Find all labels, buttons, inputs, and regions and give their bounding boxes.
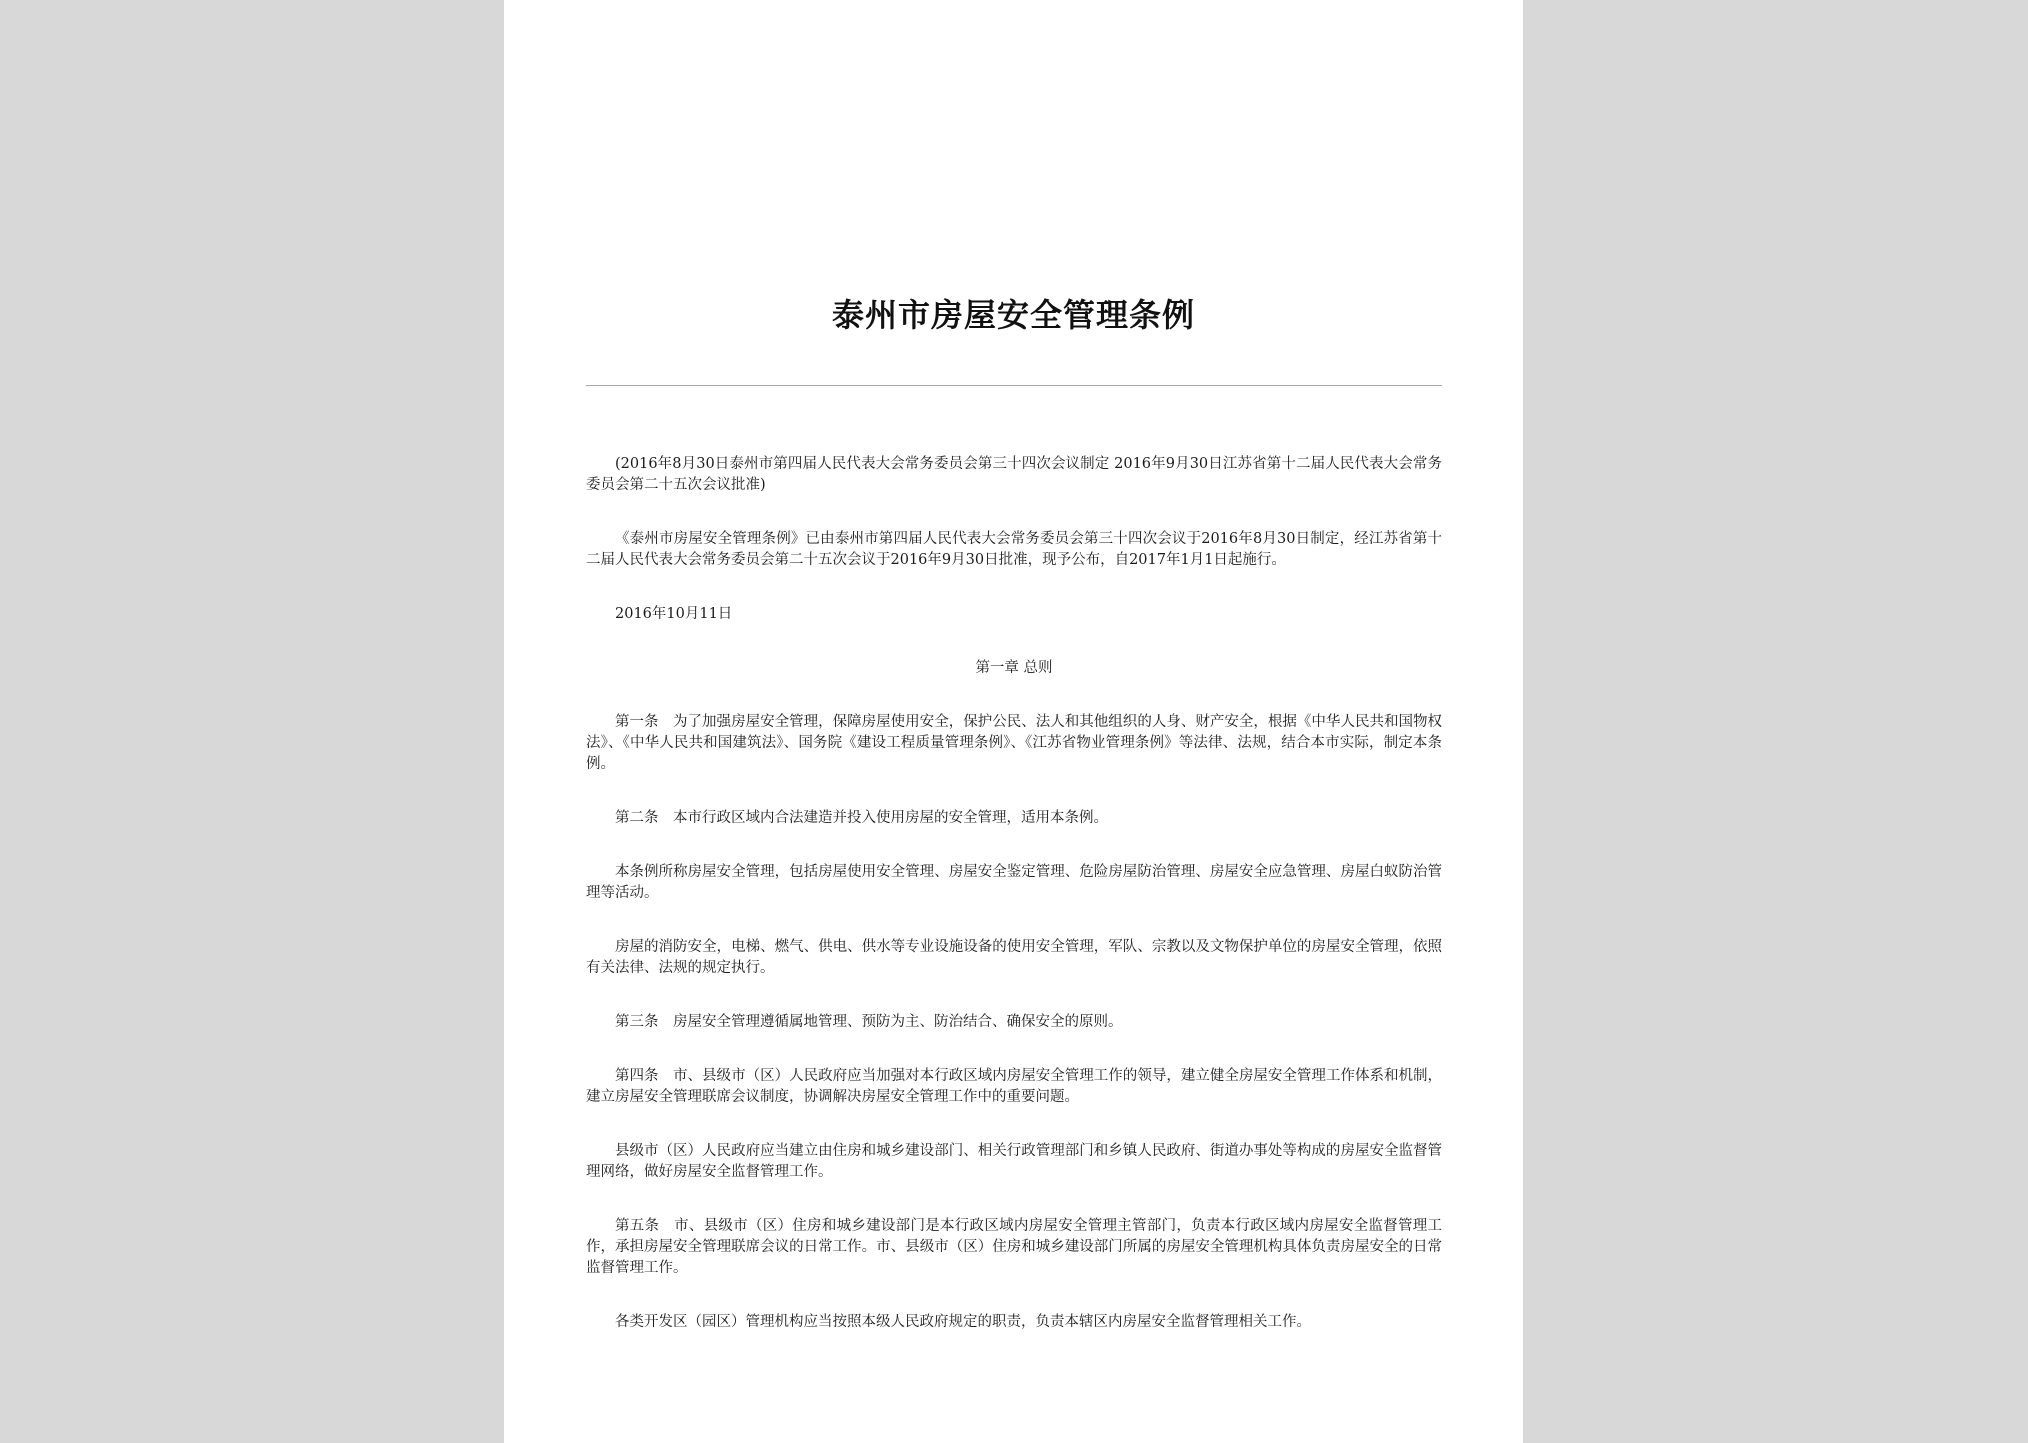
- document-page: [504, 0, 1523, 1443]
- article-paragraph: 房屋的消防安全，电梯、燃气、供电、供水等专业设施设备的使用安全管理，军队、宗教以及文物保护单位的房屋安全管理，依照有关法律、法规的规定执行。: [586, 939, 1442, 976]
- article-paragraph: 第五条 市、县级市（区）住房和城乡建设部门是本行政区域内房屋安全管理主管部门，负责本行政区域内房屋安全监督管理工作，承担房屋安全管理联席会议的日常工作。市、县级市（区）住房和城乡建设部门所属的房屋安全管理机构具体负责房屋安全的日常监督管理工作。: [586, 1218, 1442, 1276]
- preamble-paragraph: (2016年8月30日泰州市第四届人民代表大会常务委员会第三十四次会议制定 2016年9月30日江苏省第十二届人民代表大会常务委员会第二十五次会议批准): [586, 456, 1442, 493]
- article-paragraph: 第一条 为了加强房屋安全管理，保障房屋使用安全，保护公民、法人和其他组织的人身、财产安全，根据《中华人民共和国物权法》、《中华人民共和国建筑法》、国务院《建设工程质量管理条例》、《江苏省物业管理条例》等法律、法规，结合本市实际，制定本条例。: [586, 714, 1442, 772]
- article-paragraph: 各类开发区（园区）管理机构应当按照本级人民政府规定的职责，负责本辖区内房屋安全监督管理相关工作。: [615, 1314, 1311, 1330]
- article-paragraph: 第三条 房屋安全管理遵循属地管理、预防为主、防治结合、确保安全的原则。: [615, 1014, 1123, 1030]
- article-paragraph: 第二条 本市行政区域内合法建造并投入使用房屋的安全管理，适用本条例。: [615, 810, 1108, 826]
- article-paragraph: 第四条 市、县级市（区）人民政府应当加强对本行政区域内房屋安全管理工作的领导，建立健全房屋安全管理工作体系和机制，建立房屋安全管理联席会议制度，协调解决房屋安全管理工作中的重要问题。: [586, 1068, 1442, 1105]
- document-title: 泰州市房屋安全管理条例: [831, 296, 1195, 334]
- article-paragraph: 县级市（区）人民政府应当建立由住房和城乡建设部门、相关行政管理部门和乡镇人民政府、街道办事处等构成的房屋安全监督管理网络，做好房屋安全监督管理工作。: [586, 1143, 1442, 1180]
- promulgation-date: 2016年10月11日: [615, 606, 733, 622]
- chapter-heading: 第一章 总则: [975, 660, 1053, 676]
- article-paragraph: 本条例所称房屋安全管理，包括房屋使用安全管理、房屋安全鉴定管理、危险房屋防治管理、房屋安全应急管理、房屋白蚁防治管理等活动。: [586, 864, 1442, 901]
- promulgation-paragraph: 《泰州市房屋安全管理条例》已由泰州市第四届人民代表大会常务委员会第三十四次会议于2016年8月30日制定，经江苏省第十二届人民代表大会常务委员会第二十五次会议于2016年9月30日批准，现予公布，自2017年1月1日起施行。: [586, 531, 1442, 568]
- title-divider: [586, 385, 1442, 386]
- document-body: [586, 454, 1442, 1366]
